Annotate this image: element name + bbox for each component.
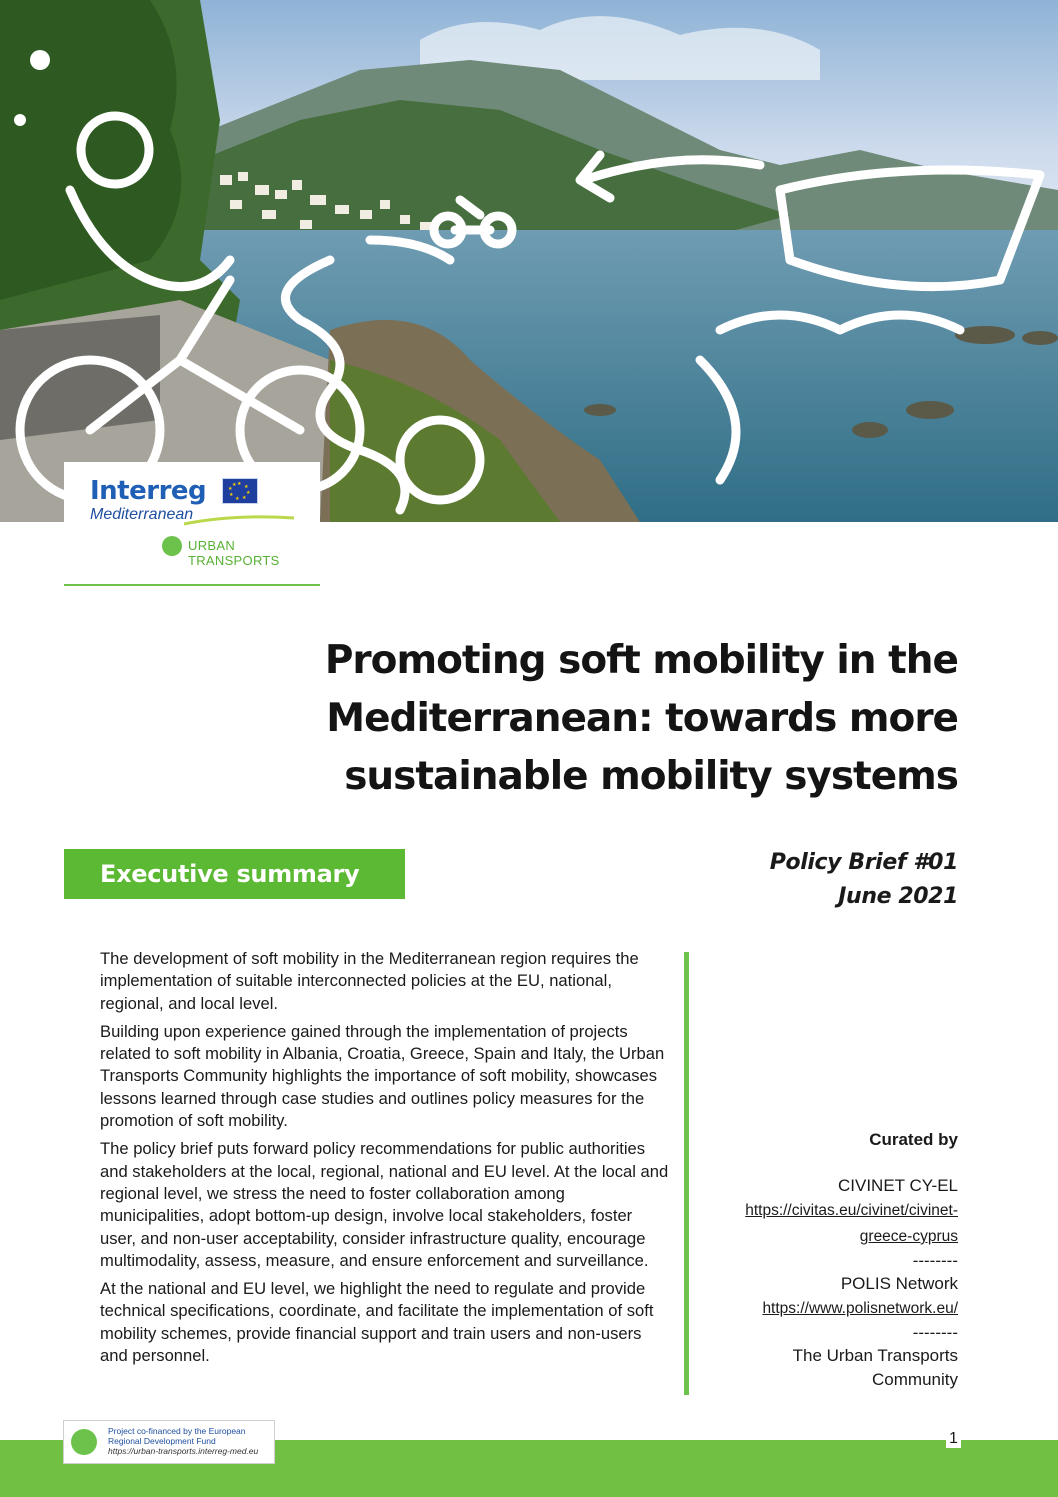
title-line-3: sustainable mobility systems [344, 754, 958, 799]
summary-body [100, 948, 670, 1373]
urban-transports-wordmark [188, 538, 280, 568]
org-civinet: CIVINET CY-EL [838, 1176, 958, 1195]
paragraph: The development of soft mobility in the Mediterranean region requires the implementation of suitable interconnected policies at the EU, national, regional, and local level. [100, 949, 639, 1013]
separator: -------- [912, 1323, 958, 1342]
polis-link[interactable]: https://www.polisnetwork.eu/ [762, 1300, 958, 1317]
executive-summary-badge: Executive summary [64, 849, 405, 899]
title-line-2: Mediterranean: towards more [326, 696, 958, 741]
civinet-link[interactable]: https://civitas.eu/civinet/civinet- [745, 1202, 958, 1219]
funding-line-1: Project co-financed by the European [108, 1426, 246, 1436]
project-logos [64, 462, 320, 586]
org-utc-2: Community [872, 1370, 958, 1389]
ut-line-1: URBAN [188, 538, 236, 553]
separator: -------- [912, 1251, 958, 1270]
urban-transports-icon [162, 536, 182, 556]
ut-line-2: TRANSPORTS [188, 553, 280, 568]
mediterranean-wordmark: Mediterranean [90, 506, 194, 523]
vertical-divider [684, 952, 689, 1395]
curated-by [698, 1128, 958, 1392]
footer-funding-logo [63, 1420, 275, 1464]
funding-line-2: Regional Development Fund [108, 1436, 216, 1446]
logo-divider [64, 584, 320, 586]
brief-date: June 2021 [838, 884, 958, 909]
urban-transports-icon [71, 1429, 97, 1455]
brief-meta [770, 846, 958, 914]
brief-number: Policy Brief #01 [769, 850, 958, 875]
paragraph: Building upon experience gained through the implementation of projects related to soft mobility in Albania, Croatia, Greece, Spain and Italy, the Urban Transports Community highlights the importance of soft mobility, showcases lessons learned through case studies and outlines policy measures for the promotion of soft mobility. [100, 1021, 665, 1131]
paragraph: The policy brief puts forward policy recommendations for public authorities and stakeholders at the local, regional, national and EU level. At the local and regional level, we stress the need to foster collaboration among municipalities, adopt bottom-up design, involve local stakeholders, foster user, and non-user acceptability, consider infrastructure quality, encourage multimodality, assess, measure, and ensure enforcement and surveillance. [100, 1139, 669, 1270]
civinet-link-cont[interactable]: greece-cyprus [859, 1228, 958, 1245]
swoosh-icon [184, 514, 294, 528]
org-polis: POLIS Network [840, 1274, 958, 1293]
org-utc-1: The Urban Transports [792, 1346, 958, 1365]
funding-text [108, 1426, 258, 1456]
document-title [190, 632, 958, 806]
paragraph: At the national and EU level, we highlight the need to regulate and provide technical specifications, coordinate, and facilitate the implementation of soft mobility schemes, provide financial support and train users and non-users and personnel. [100, 1279, 654, 1366]
title-line-1: Promoting soft mobility in the [324, 638, 958, 683]
curated-heading: Curated by [869, 1130, 958, 1149]
page-number: 1 [946, 1430, 961, 1448]
funding-url[interactable]: https://urban-transports.interreg-med.eu [108, 1446, 259, 1456]
eu-flag-icon: ★ ★ ★ ★ ★ ★ ★ ★ [222, 478, 258, 504]
hero-image [0, 0, 1058, 522]
interreg-logo: Interreg [90, 476, 207, 506]
